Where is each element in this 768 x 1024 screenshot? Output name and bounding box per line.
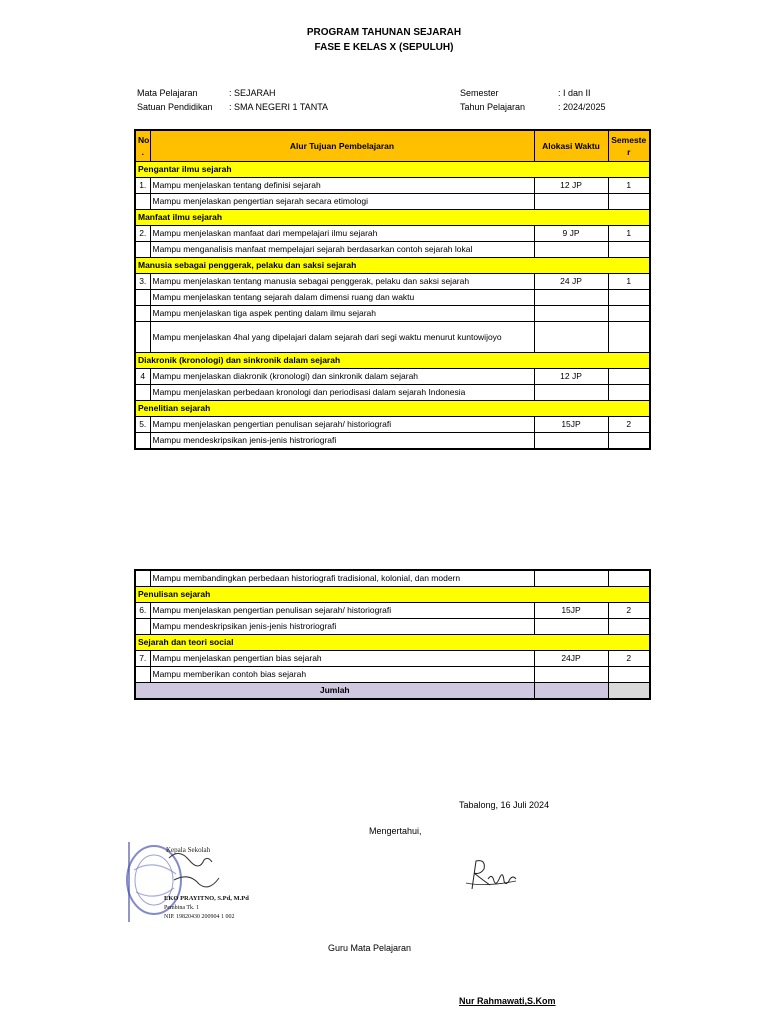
mengertahui-text: Mengertahui,	[369, 826, 422, 836]
section-label: Sejarah dan teori social	[135, 635, 650, 651]
row-alokasi: 15JP	[534, 417, 608, 433]
teacher-signature-image	[462, 855, 524, 895]
row-objective: Mampu menjelaskan pengertian sejarah secara etimologi	[150, 194, 534, 210]
section-row	[135, 401, 650, 417]
row-semester: 1	[608, 226, 650, 242]
row-semester	[608, 194, 650, 210]
row-alokasi	[534, 306, 608, 322]
table-row	[135, 651, 650, 667]
table-row	[135, 369, 650, 385]
section-row	[135, 587, 650, 603]
row-alokasi	[534, 619, 608, 635]
section-row	[135, 258, 650, 274]
row-objective: Mampu mendeskripsikan jenis-jenis histroriografi	[150, 619, 534, 635]
row-alokasi: 9 JP	[534, 226, 608, 242]
section-label: Manusia sebagai penggerak, pelaku dan saksi sejarah	[135, 258, 650, 274]
row-semester	[608, 433, 650, 450]
row-objective: Mampu menjelaskan manfaat dari mempelajari ilmu sejarah	[150, 226, 534, 242]
row-semester	[608, 242, 650, 258]
total-row	[135, 683, 650, 700]
row-alokasi	[534, 570, 608, 587]
row-semester: 2	[608, 603, 650, 619]
row-objective: Mampu menjelaskan tentang sejarah dalam dimensi ruang dan waktu	[150, 290, 534, 306]
table-row	[135, 274, 650, 290]
table-row	[135, 242, 650, 258]
row-number	[135, 322, 150, 353]
table-row	[135, 570, 650, 587]
section-label: Penelitian sejarah	[135, 401, 650, 417]
row-objective: Mampu menjelaskan tentang definisi sejarah	[150, 178, 534, 194]
satuan-label: Satuan Pendidikan	[137, 102, 213, 112]
guru-label: Guru Mata Pelajaran	[328, 943, 412, 953]
header-semester: Semeste r	[608, 130, 650, 162]
row-semester: 2	[608, 417, 650, 433]
table-row	[135, 619, 650, 635]
stamp-name: EKO PRAYITNO, S.Pd, M.Pd	[164, 895, 249, 902]
row-semester	[608, 570, 650, 587]
row-objective: Mampu menjelaskan 4hal yang dipelajari dalam sejarah dari segi waktu menurut kuntowijoyo	[150, 322, 534, 353]
row-number	[135, 619, 150, 635]
semester-label: Semester	[460, 88, 499, 98]
guru-name: Nur Rahmawati,S.Kom	[459, 996, 556, 1006]
row-objective: Mampu menjelaskan tentang manusia sebagai penggerak, pelaku dan saksi sejarah	[150, 274, 534, 290]
table-header-row	[135, 130, 650, 162]
row-alokasi	[534, 242, 608, 258]
row-alokasi	[534, 322, 608, 353]
row-number: 4	[135, 369, 150, 385]
row-number: 5.	[135, 417, 150, 433]
row-semester	[608, 290, 650, 306]
header-no: No .	[135, 130, 150, 162]
row-alokasi: 24 JP	[534, 274, 608, 290]
atp-table-page1	[134, 129, 651, 450]
row-objective: Mampu memberikan contoh bias sejarah	[150, 667, 534, 683]
row-objective: Mampu menjelaskan pengertian bias sejarah	[150, 651, 534, 667]
section-label: Manfaat ilmu sejarah	[135, 210, 650, 226]
table-row	[135, 433, 650, 450]
total-label: Jumlah	[135, 683, 534, 700]
total-semester	[608, 683, 650, 700]
row-alokasi	[534, 433, 608, 450]
table-row	[135, 194, 650, 210]
row-number	[135, 306, 150, 322]
row-alokasi: 12 JP	[534, 369, 608, 385]
tahun-label: Tahun Pelajaran	[460, 102, 526, 112]
row-number: 1.	[135, 178, 150, 194]
section-label: Pengantar ilmu sejarah	[135, 162, 650, 178]
row-alokasi: 15JP	[534, 603, 608, 619]
row-number	[135, 433, 150, 450]
row-number: 2.	[135, 226, 150, 242]
row-objective: Mampu menjelaskan pengertian penulisan sejarah/ historiografi	[150, 603, 534, 619]
stamp-nip: NIP. 19820430 200904 1 002	[164, 914, 235, 920]
document-title: PROGRAM TAHUNAN SEJARAH	[306, 27, 462, 38]
row-alokasi: 12 JP	[534, 178, 608, 194]
row-number	[135, 242, 150, 258]
stamp-rank: Pembina Tk. 1	[164, 905, 200, 911]
row-semester	[608, 306, 650, 322]
atp-table-page2	[134, 569, 651, 700]
row-objective: Mampu menjelaskan diakronik (kronologi) dan sinkronik dalam sejarah	[150, 369, 534, 385]
mapel-label: Mata Pelajaran	[137, 88, 198, 98]
section-row	[135, 635, 650, 651]
row-semester	[608, 385, 650, 401]
row-number	[135, 570, 150, 587]
row-objective: Mampu mendeskripsikan jenis-jenis histroriografi	[150, 433, 534, 450]
satuan-value: : SMA NEGERI 1 TANTA	[229, 102, 329, 112]
total-jp	[534, 683, 608, 700]
row-number	[135, 667, 150, 683]
mapel-value: : SEJARAH	[229, 88, 276, 98]
section-label: Penulisan sejarah	[135, 587, 650, 603]
table-row	[135, 306, 650, 322]
row-objective: Mampu menjelaskan perbedaan kronologi dan periodisasi dalam sejarah Indonesia	[150, 385, 534, 401]
row-alokasi	[534, 385, 608, 401]
row-number: 3.	[135, 274, 150, 290]
table-row	[135, 226, 650, 242]
table-row	[135, 667, 650, 683]
row-number: 7.	[135, 651, 150, 667]
row-objective: Mampu menganalisis manfaat mempelajari sejarah berdasarkan contoh sejarah lokal	[150, 242, 534, 258]
stamp-title: Kepala Sekolah	[166, 846, 211, 854]
table-row	[135, 603, 650, 619]
row-number	[135, 194, 150, 210]
row-number	[135, 290, 150, 306]
row-semester	[608, 322, 650, 353]
row-semester	[608, 369, 650, 385]
section-row	[135, 162, 650, 178]
section-row	[135, 210, 650, 226]
row-number: 6.	[135, 603, 150, 619]
table-row	[135, 385, 650, 401]
table-row	[135, 290, 650, 306]
table-row	[135, 417, 650, 433]
section-label: Diakronik (kronologi) dan sinkronik dalam sejarah	[135, 353, 650, 369]
row-alokasi: 24JP	[534, 651, 608, 667]
row-alokasi	[534, 667, 608, 683]
row-objective: Mampu membandingkan perbedaan historiografi tradisional, kolonial, dan modern	[150, 570, 534, 587]
header-atp: Alur Tujuan Pembelajaran	[150, 130, 534, 162]
row-objective: Mampu menjelaskan pengertian penulisan sejarah/ historiografi	[150, 417, 534, 433]
row-semester: 1	[608, 178, 650, 194]
row-semester: 2	[608, 651, 650, 667]
document-subtitle: FASE E KELAS X (SEPULUH)	[314, 42, 454, 53]
section-row	[135, 353, 650, 369]
table-row	[135, 178, 650, 194]
table-row	[135, 322, 650, 353]
tahun-value: : 2024/2025	[558, 102, 606, 112]
row-semester	[608, 619, 650, 635]
row-alokasi	[534, 194, 608, 210]
row-number	[135, 385, 150, 401]
row-semester	[608, 667, 650, 683]
row-objective: Mampu menjelaskan tiga aspek penting dalam ilmu sejarah	[150, 306, 534, 322]
principal-stamp-image	[124, 840, 274, 925]
row-alokasi	[534, 290, 608, 306]
row-semester: 1	[608, 274, 650, 290]
place-date: Tabalong, 16 Juli 2024	[459, 800, 550, 810]
semester-value: : I dan II	[558, 88, 591, 98]
header-alokasi: Alokasi Waktu	[534, 130, 608, 162]
